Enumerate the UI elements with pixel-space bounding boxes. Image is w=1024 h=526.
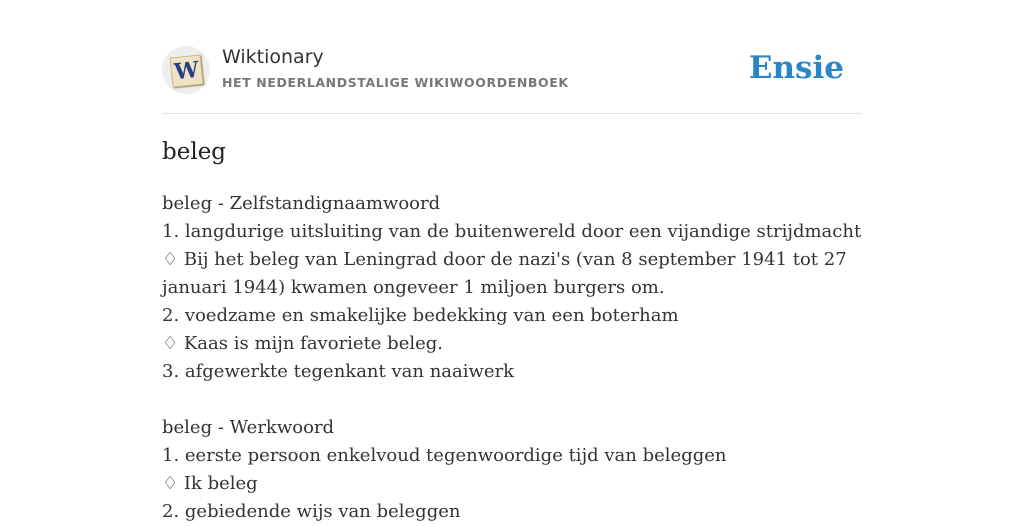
wiktionary-logo[interactable]: [162, 46, 210, 94]
entry-heading: beleg - Zelfstandignaamwoord: [162, 193, 441, 214]
site-tagline: HET NEDERLANDSTALIGE WIKIWOORDENBOEK: [222, 75, 569, 90]
wiktionary-logo-icon: W: [170, 54, 204, 87]
example-line: ♢ Ik beleg: [162, 473, 258, 494]
entry-noun: [162, 190, 862, 386]
site-name[interactable]: Wiktionary: [222, 46, 324, 68]
definition-line: 2. gebiedende wijs van beleggen: [162, 501, 461, 522]
entry-spacer: [162, 386, 862, 414]
page-title: beleg: [162, 139, 227, 165]
entry-heading: beleg - Werkwoord: [162, 417, 335, 438]
example-line: ♢ Bij het beleg van Leningrad door de nazi's (van 8 september 1941 tot 27 januari 1944) kwamen ongeveer 1 miljoen burgers om.: [162, 249, 847, 298]
definition-line: 1. eerste persoon enkelvoud tegenwoordige tijd van beleggen: [162, 445, 727, 466]
definition-content: [162, 190, 862, 526]
example-line: ♢ Kaas is mijn favoriete beleg.: [162, 333, 444, 354]
page: [162, 0, 862, 522]
ensie-brand-link[interactable]: Ensie: [748, 50, 844, 86]
definition-line: 2. voedzame en smakelijke bedekking van een boterham: [162, 305, 679, 326]
definition-line: 3. afgewerkte tegenkant van naaiwerk: [162, 361, 515, 382]
site-header: [162, 0, 862, 114]
entry-verb: [162, 414, 862, 526]
definition-line: 1. langdurige uitsluiting van de buitenwereld door een vijandige strijdmacht: [162, 221, 862, 242]
